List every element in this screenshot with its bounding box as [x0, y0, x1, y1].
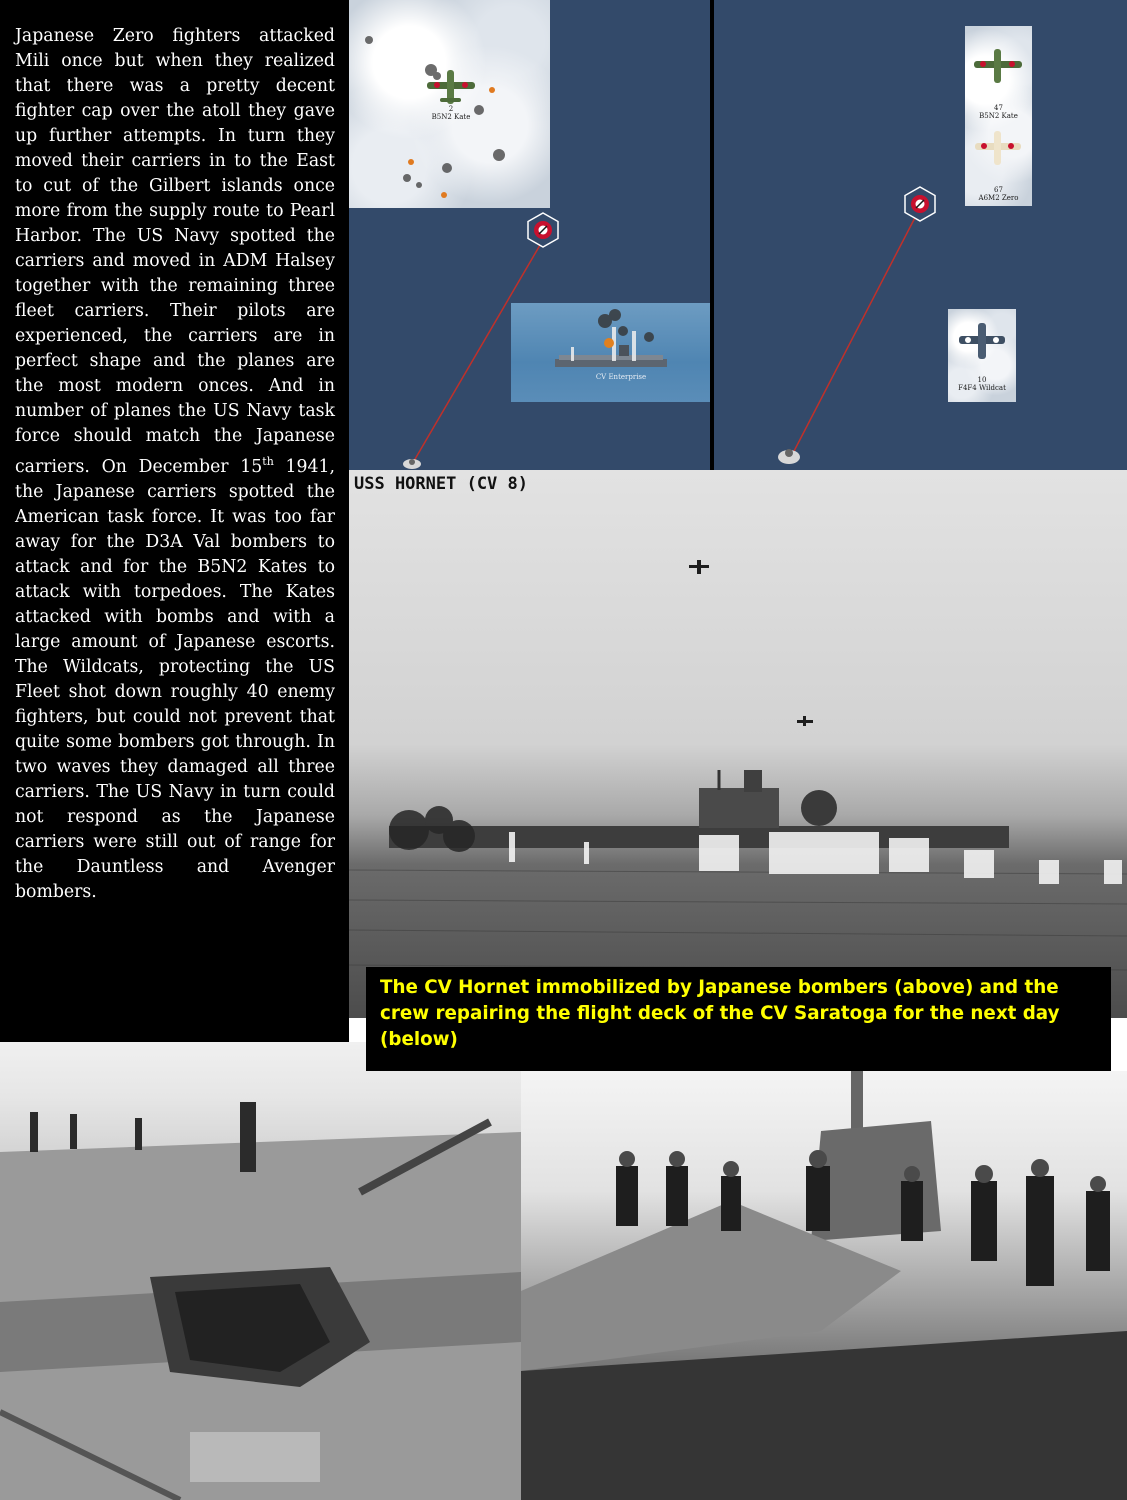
crew-photo-scene — [521, 1071, 1127, 1500]
attack-line-right — [714, 0, 1127, 470]
kate-name: B5N2 Kate — [979, 112, 1018, 120]
map-panel-left[interactable] — [349, 0, 710, 470]
narrative-text-part-2: 1941, the Japanese carriers spotted the American task force. It was too far away for the D3A Val bombers to attack and for the B5N2 Kates to attack with torpedoes. The Kates attacked with bombs and with a large amount of Japanese escorts. The Wildcats, protecting the US Fleet shot down roughly 40 enemy fighters, but could not prevent that quite some bombers got through. In two waves they damaged all three carriers. The US Navy in turn could not respond as the Japanese carriers were still out of range for the Dauntless and Avenger bombers. — [15, 456, 335, 902]
narrative-text — [15, 24, 335, 905]
crew-repairing-deck-photo — [521, 1071, 1127, 1500]
narrative-text-part-1: Japanese Zero fighters attacked Mili once but when they realized that there was a pretty decent fighter cap over the atoll they gave up further attempts. In turn they moved their carriers in to the East to cut of the Gilbert islands once more from the supply route to Pearl Harbor. The US Navy spotted the carriers and moved in ADM Halsey together with the remaining three fleet carriers. Their pilots are experienced, the carriers are in perfect shape and the planes are the most modern onces. And in number of planes the US Navy task force should match the Japanese carriers. On December 15 — [15, 26, 335, 477]
zero-fighter-icon — [974, 130, 1022, 166]
kate-unit-label — [965, 104, 1032, 120]
narrative-panel — [0, 0, 349, 1042]
hornet-photo-scene — [349, 470, 1127, 1018]
photo-title: USS HORNET (CV 8) — [354, 474, 528, 494]
caption-text: The CV Hornet immobilized by Japanese bombers (above) and the crew repairing the flight deck of the CV Saratoga for the next day (below) — [380, 977, 1060, 1050]
kate-unit-label — [401, 105, 501, 121]
air-combat-tile[interactable] — [349, 0, 550, 208]
zero-name: A6M2 Zero — [978, 194, 1019, 202]
carrier-enterprise-icon — [511, 303, 710, 402]
wildcat-fighter-icon — [958, 321, 1006, 361]
map-panel-right[interactable] — [714, 0, 1127, 470]
enemy-air-group-tile[interactable] — [965, 26, 1032, 206]
wildcat-cap-tile[interactable] — [948, 309, 1016, 402]
wildcat-count: 10 — [977, 376, 987, 384]
carrier-label: CV Enterprise — [595, 373, 647, 381]
deck-photo-scene — [0, 1042, 521, 1500]
zero-unit-label — [965, 186, 1032, 202]
hornet-attack-photo — [349, 470, 1127, 1018]
kate-name: B5N2 Kate — [431, 113, 471, 121]
japanese-task-force-hex-icon[interactable] — [527, 212, 559, 248]
us-fleet-marker-icon[interactable] — [776, 444, 802, 466]
caption-box — [366, 967, 1111, 1071]
us-fleet-marker-icon[interactable] — [401, 456, 423, 470]
ordinal-suffix: th — [262, 455, 274, 468]
kate-bomber-icon — [973, 48, 1023, 84]
carrier-attack-tile[interactable] — [511, 303, 710, 402]
wildcat-name: F4F4 Wildcat — [958, 384, 1006, 392]
wildcat-unit-label — [948, 376, 1016, 392]
kate-bomber-icon — [425, 68, 477, 106]
kate-count: 2 — [448, 105, 454, 113]
japanese-task-force-hex-icon[interactable] — [904, 186, 936, 222]
damaged-flight-deck-photo — [0, 1042, 521, 1500]
zero-count: 67 — [994, 186, 1003, 194]
kate-count: 47 — [994, 104, 1003, 112]
